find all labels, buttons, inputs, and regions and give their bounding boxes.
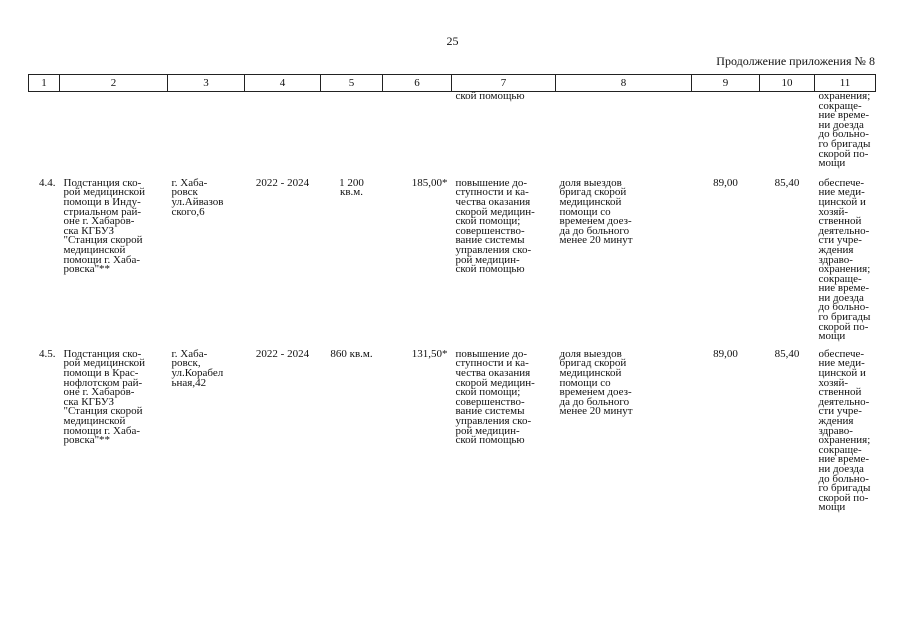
cell (760, 92, 815, 169)
cell-capacity: 860 кв.м. (330, 347, 373, 360)
cell-expected-result: повышение до- ступности и ка- чества оказания скорой медицин- ской помощи; совершенство- вание системы управления ско- рой медицин- ской помощью (455, 176, 535, 276)
appendix-table (28, 74, 876, 513)
page-number: 25 (446, 34, 459, 48)
column-header-5: 5 (321, 75, 383, 92)
cell-indicator: доля выездов бригад скорой медицинской помощи со временем доез- да до больного менее 20 минут (559, 347, 633, 418)
cell-purpose: обеспече- ние меди- цинской и хозяй- ственной деятельно- сти учре- ждения здраво- охранения; сокраще- ние време- ни доезда до больно- го бригады скорой по- мощи (818, 347, 871, 514)
cell-capacity: 1 200 кв.м. (339, 176, 364, 199)
cell-purpose: охранения; сокраще- ние време- ни доезда до больно- го бригады скорой по- мощи (818, 90, 871, 170)
cell-cost: 185,00* (411, 176, 448, 189)
cell-expected-result: ской помощью (455, 90, 525, 102)
column-header-4: 4 (245, 75, 321, 92)
cell (321, 92, 383, 169)
cell-indicator-value: 85,40 (774, 347, 800, 360)
column-number-row (29, 75, 876, 92)
cell-address: г. Хаба- ровск ул.Айвазов ского,6 (171, 176, 224, 218)
cell-item-number: 4.4. (39, 176, 56, 189)
column-header-6: 6 (383, 75, 452, 92)
cell-object-name: Подстанция ско- рой медицинской помощи в Инду- стриальном рай- оне г. Хабаров- ска КГБУЗ "Станция скорой медицинской помощи г. Хаба- ровска"** (63, 176, 146, 276)
column-header-7: 7 (452, 75, 556, 92)
column-header-2: 2 (60, 75, 168, 92)
appendix-continuation-label: Продолжение приложения № 8 (716, 54, 875, 68)
cell-address: г. Хаба- ровск, ул.Корабел ьная,42 (171, 347, 224, 389)
table-row (29, 342, 876, 513)
cell-indicator-value: 85,40 (774, 176, 800, 189)
cell-period: 2022 - 2024 (255, 176, 310, 189)
column-header-10: 10 (760, 75, 815, 92)
cell-indicator: доля выездов бригад скорой медицинской помощи со временем доез- да до больного менее 20 минут (559, 176, 633, 247)
cell-expected-result: повышение до- ступности и ка- чества оказания скорой медицин- ской помощи; совершенство- вание системы управления ско- рой медицин- ской помощью (455, 347, 535, 447)
cell-object-name: Подстанция ско- рой медицинской помощи в Крас- нофлотском рай- оне г. Хабаров- ска КГБУЗ "Станция скорой медицинской помощи г. Хаба- ровска"** (63, 347, 146, 447)
cell (383, 92, 452, 169)
cell (556, 92, 692, 169)
column-header-1: 1 (29, 75, 60, 92)
cell (168, 92, 245, 169)
column-header-8: 8 (556, 75, 692, 92)
cell-cost: 131,50* (411, 347, 448, 360)
cell (60, 92, 168, 169)
column-header-3: 3 (168, 75, 245, 92)
cell-purpose: обеспече- ние меди- цинской и хозяй- ственной деятельно- сти учре- ждения здраво- охранения; сокраще- ние време- ни доезда до больно- го бригады скорой по- мощи (818, 176, 871, 343)
table-row-continued (29, 92, 876, 169)
cell-indicator-value: 89,00 (713, 176, 738, 189)
table-row (29, 169, 876, 342)
cell-period: 2022 - 2024 (255, 347, 310, 360)
cell-item-number: 4.5. (39, 347, 56, 360)
cell (29, 92, 60, 169)
cell-indicator-value: 89,00 (713, 347, 738, 360)
column-header-11: 11 (815, 75, 876, 92)
column-header-9: 9 (692, 75, 760, 92)
cell (692, 92, 760, 169)
cell (245, 92, 321, 169)
